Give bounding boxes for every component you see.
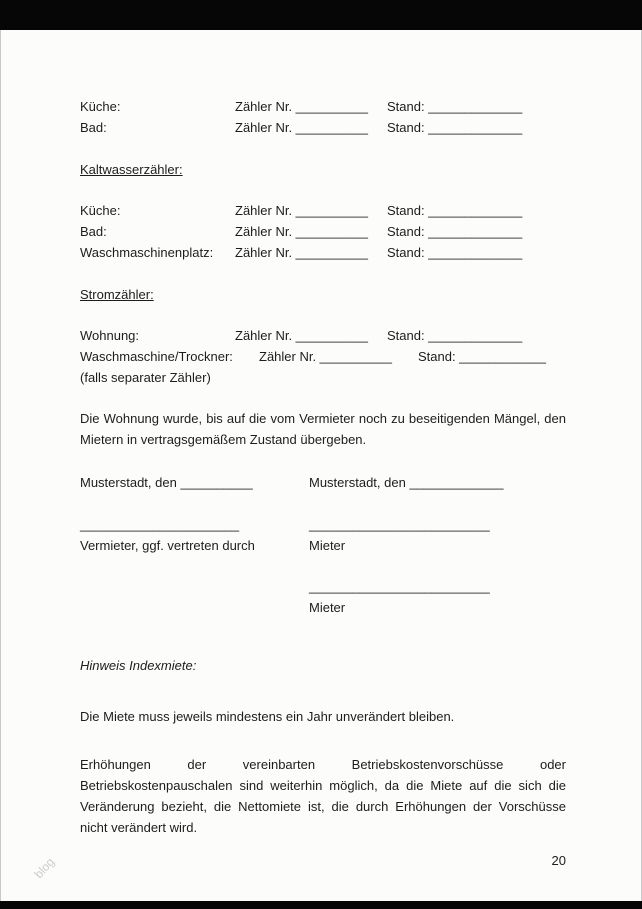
separate-meter-note: (falls separater Zähler) bbox=[80, 370, 211, 385]
bottom-border-bar bbox=[0, 901, 642, 909]
signature-label-mieter-2: Mieter bbox=[309, 600, 346, 615]
meter-row-bad bbox=[80, 221, 566, 242]
signature-label-mieter: Mieter bbox=[309, 538, 346, 553]
meter-reading-field: Stand: _____________ bbox=[387, 120, 523, 135]
index-rent-paragraph-1: Die Miete muss jeweils mindestens ein Jahr unverändert bleiben. bbox=[80, 709, 455, 724]
meter-reading-field: Stand: _____________ bbox=[387, 99, 523, 114]
meter-row-waschmaschine-trockner bbox=[80, 346, 566, 367]
meter-row-kueche bbox=[80, 200, 566, 221]
section-heading-kaltwasserzaehler: Kaltwasserzähler: bbox=[80, 162, 183, 177]
meter-row-label: Waschmaschinenplatz: bbox=[80, 245, 214, 260]
meter-reading-field: Stand: _____________ bbox=[387, 224, 523, 239]
meter-row-bad bbox=[80, 117, 566, 138]
meter-number-field: Zähler Nr. __________ bbox=[235, 120, 368, 135]
signature-line2-spacer bbox=[80, 576, 309, 597]
meter-reading-field: Stand: _____________ bbox=[387, 203, 523, 218]
signature-label-row bbox=[80, 535, 566, 556]
meter-row-kueche bbox=[80, 96, 566, 117]
index-rent-heading: Hinweis Indexmiete: bbox=[80, 658, 197, 673]
signature-line-mieter: _________________________ bbox=[309, 517, 490, 532]
meter-reading-field: Stand: _____________ bbox=[387, 245, 523, 260]
page-number: 20 bbox=[551, 853, 566, 868]
top-border-bar bbox=[0, 0, 642, 30]
meter-reading-field: Stand: ____________ bbox=[417, 349, 546, 364]
meter-row-label: Waschmaschine/Trockner: bbox=[80, 349, 233, 364]
signature-label-vermieter: Vermieter, ggf. vertreten durch bbox=[80, 538, 255, 553]
signature-line-row bbox=[80, 514, 566, 535]
meter-row-label: Bad: bbox=[80, 224, 107, 239]
handover-paragraph: Die Wohnung wurde, bis auf die vom Vermieter noch zu beseitigenden Mängel, den Mietern in vertragsgemäßem Zustand übergeben. bbox=[80, 411, 566, 447]
meter-number-field: Zähler Nr. __________ bbox=[235, 328, 368, 343]
city-date-left: Musterstadt, den __________ bbox=[80, 475, 253, 490]
strom-meter-rows bbox=[80, 325, 566, 388]
meter-number-field: Zähler Nr. __________ bbox=[235, 224, 368, 239]
meter-row-waschmaschinenplatz bbox=[80, 242, 566, 263]
warmwater-meter-rows bbox=[80, 96, 566, 138]
signature-line-mieter-2: _________________________ bbox=[309, 579, 490, 594]
meter-reading-field: Stand: _____________ bbox=[387, 328, 523, 343]
signature-line-vermieter: ______________________ bbox=[80, 517, 240, 532]
meter-number-field: Zähler Nr. __________ bbox=[235, 99, 368, 114]
document-page bbox=[0, 30, 642, 901]
meter-number-field: Zähler Nr. __________ bbox=[235, 203, 368, 218]
meter-row-label: Wohnung: bbox=[80, 328, 140, 343]
meter-row-label: Küche: bbox=[80, 203, 121, 218]
city-date-right: Musterstadt, den _____________ bbox=[309, 475, 504, 490]
section-heading-stromzaehler: Stromzähler: bbox=[80, 287, 154, 302]
meter-number-field: Zähler Nr. __________ bbox=[259, 349, 392, 364]
index-rent-paragraph-2: Erhöhungen der vereinbarten Betriebskostenvorschüsse oder Betriebskostenpauschalen sind weiterhin möglich, da die Miete auf die sich die Veränderung bezieht, die Nettomiete ist, die durch Erhöhungen der Vorschüsse nicht verändert wird. bbox=[80, 757, 566, 835]
signature-label2-row bbox=[80, 597, 566, 618]
meter-row-wohnung bbox=[80, 325, 566, 346]
watermark: blog bbox=[31, 854, 58, 882]
signature-label2-spacer bbox=[80, 597, 309, 618]
signature-city-row bbox=[80, 472, 566, 493]
signature-line2-row bbox=[80, 576, 566, 597]
kaltwasser-meter-rows bbox=[80, 200, 566, 263]
meter-row-label: Bad: bbox=[80, 120, 107, 135]
meter-row-label: Küche: bbox=[80, 99, 121, 114]
meter-number-field: Zähler Nr. __________ bbox=[235, 245, 368, 260]
